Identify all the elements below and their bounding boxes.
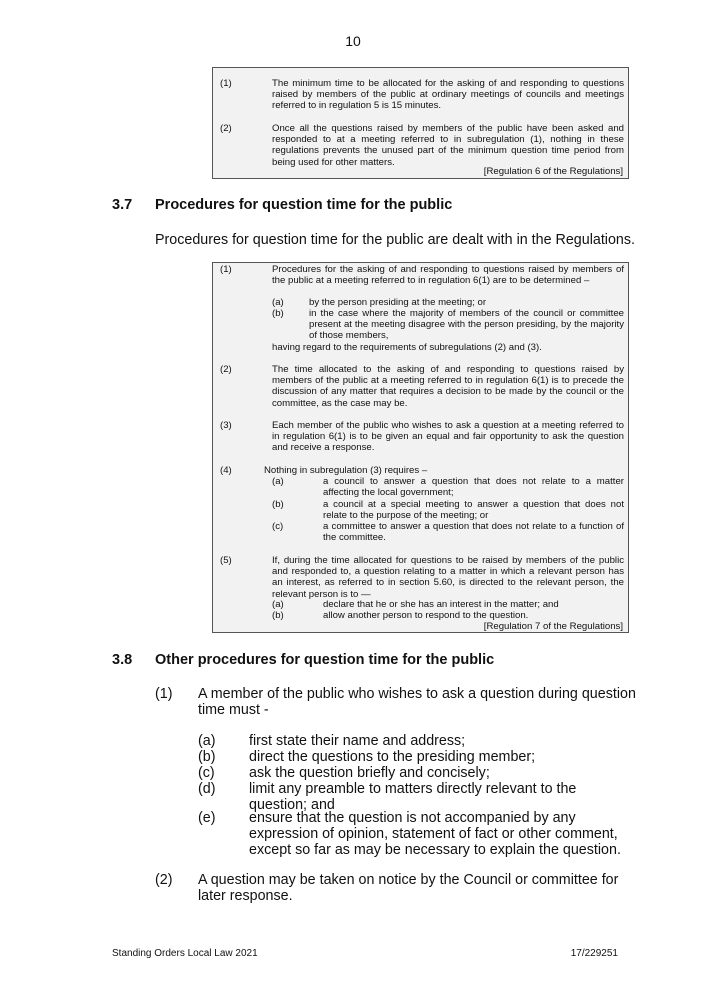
- box2-item-1b-text: in the case where the majority of members of the council or committee present at the meeting disagree with the person presiding, by the majority of those members,: [309, 308, 624, 342]
- section-3-8-title: Other procedures for question time for the public: [155, 652, 495, 668]
- list-item-e-num: (e): [198, 810, 216, 826]
- page-number: 10: [345, 33, 361, 49]
- box2-item-5b-num: (b): [272, 610, 284, 621]
- footer-document-id: 17/229251: [570, 948, 618, 959]
- regulation-6-box: [212, 67, 629, 179]
- box1-item-1-num: (1): [220, 78, 232, 89]
- box2-item-3-text: Each member of the public who wishes to ask a question at a meeting referred to in regulation 6(1) is to be given an equal and fair opportunity to ask the question and receive a response.: [272, 420, 624, 454]
- box2-item-4-num: (4): [220, 465, 232, 476]
- box2-item-1a-text: by the person presiding at the meeting; or: [309, 297, 487, 308]
- box2-citation: [Regulation 7 of the Regulations]: [483, 621, 623, 632]
- footer-document-title: Standing Orders Local Law 2021: [112, 948, 258, 959]
- list-item-c-num: (c): [198, 765, 215, 781]
- box2-item-2-num: (2): [220, 364, 232, 375]
- box2-item-4-text: Nothing in subregulation (3) requires –: [264, 465, 428, 476]
- section-3-7-title: Procedures for question time for the public: [155, 197, 453, 213]
- box2-item-2-text: The time allocated to the asking of and responding to questions raised by members of the public at a meeting referred to in regulation 6(1) is to precede the discussion of any matter that requires a decision to be made by the council or the committee, as the case may be.: [272, 364, 624, 409]
- regulation-7-box: [212, 262, 629, 633]
- section-3-8-number: 3.8: [112, 652, 133, 668]
- box2-item-4c-text: a committee to answer a question that does not relate to a function of the committee.: [323, 521, 624, 544]
- list-item-c-text: ask the question briefly and concisely;: [249, 765, 490, 781]
- box2-item-4c-num: (c): [272, 521, 284, 532]
- box1-item-2-num: (2): [220, 123, 232, 134]
- list-item-d-text: limit any preamble to matters directly relevant to the question; and: [249, 781, 577, 813]
- box2-item-1a-num: (a): [272, 297, 284, 308]
- section-3-8-p1-text: A member of the public who wishes to ask a question during question time must -: [198, 686, 636, 718]
- box2-item-1-tail: having regard to the requirements of subregulations (2) and (3).: [272, 342, 542, 353]
- list-item-d-num: (d): [198, 781, 216, 797]
- section-3-8-p2-text: A question may be taken on notice by the Council or committee for later response.: [198, 872, 619, 904]
- box2-item-5a-text: declare that he or she has an interest in the matter; and: [323, 599, 559, 610]
- box2-item-1b-num: (b): [272, 308, 284, 319]
- box2-item-4a-text: a council to answer a question that does not relate to a matter affecting the local government;: [323, 476, 624, 499]
- list-item-a-text: first state their name and address;: [249, 733, 466, 749]
- box1-item-1-text: The minimum time to be allocated for the asking of and responding to questions raised by members of the public at ordinary meetings of councils and meetings referred to in regulation 5 is 15 minutes.: [272, 78, 624, 112]
- section-3-7-number: 3.7: [112, 197, 133, 213]
- list-item-e-text: ensure that the question is not accompanied by any expression of opinion, statement of fact or other comment, except so far as may be necessary to explain the question.: [249, 810, 621, 858]
- section-3-8-p1-num: (1): [155, 686, 173, 702]
- section-3-8-p2-num: (2): [155, 872, 173, 888]
- box2-item-5b-text: allow another person to respond to the question.: [323, 610, 529, 621]
- list-item-b-text: direct the questions to the presiding member;: [249, 749, 536, 765]
- list-item-a-num: (a): [198, 733, 216, 749]
- box2-item-5-text: If, during the time allocated for questions to be raised by members of the public and responded to, a question relating to a matter in which a relevant person has an interest, as referred to in section 5.60, is directed to the relevant person, the relevant person is to —: [272, 555, 624, 600]
- list-item-b-num: (b): [198, 749, 216, 765]
- box2-item-4b-num: (b): [272, 499, 284, 510]
- box2-item-4a-num: (a): [272, 476, 284, 487]
- box2-item-3-num: (3): [220, 420, 232, 431]
- box1-citation: [Regulation 6 of the Regulations]: [483, 166, 623, 177]
- box2-item-1-text: Procedures for the asking of and responding to questions raised by members of the public at a meeting referred to in regulation 6(1) are to be determined –: [272, 264, 624, 287]
- box1-item-2-text: Once all the questions raised by members of the public have been asked and responded to at a meeting referred to in subregulation (1), nothing in these regulations prevents the unused part of the minimum question time period from being used for other matters.: [272, 123, 624, 168]
- section-3-7-intro: Procedures for question time for the public are dealt with in the Regulations.: [155, 232, 636, 248]
- box2-item-4b-text: a council at a special meeting to answer a question that does not relate to the purpose of the meeting; or: [323, 499, 624, 522]
- box2-item-5a-num: (a): [272, 599, 284, 610]
- box2-item-5-num: (5): [220, 555, 232, 566]
- box2-item-1-num: (1): [220, 264, 232, 275]
